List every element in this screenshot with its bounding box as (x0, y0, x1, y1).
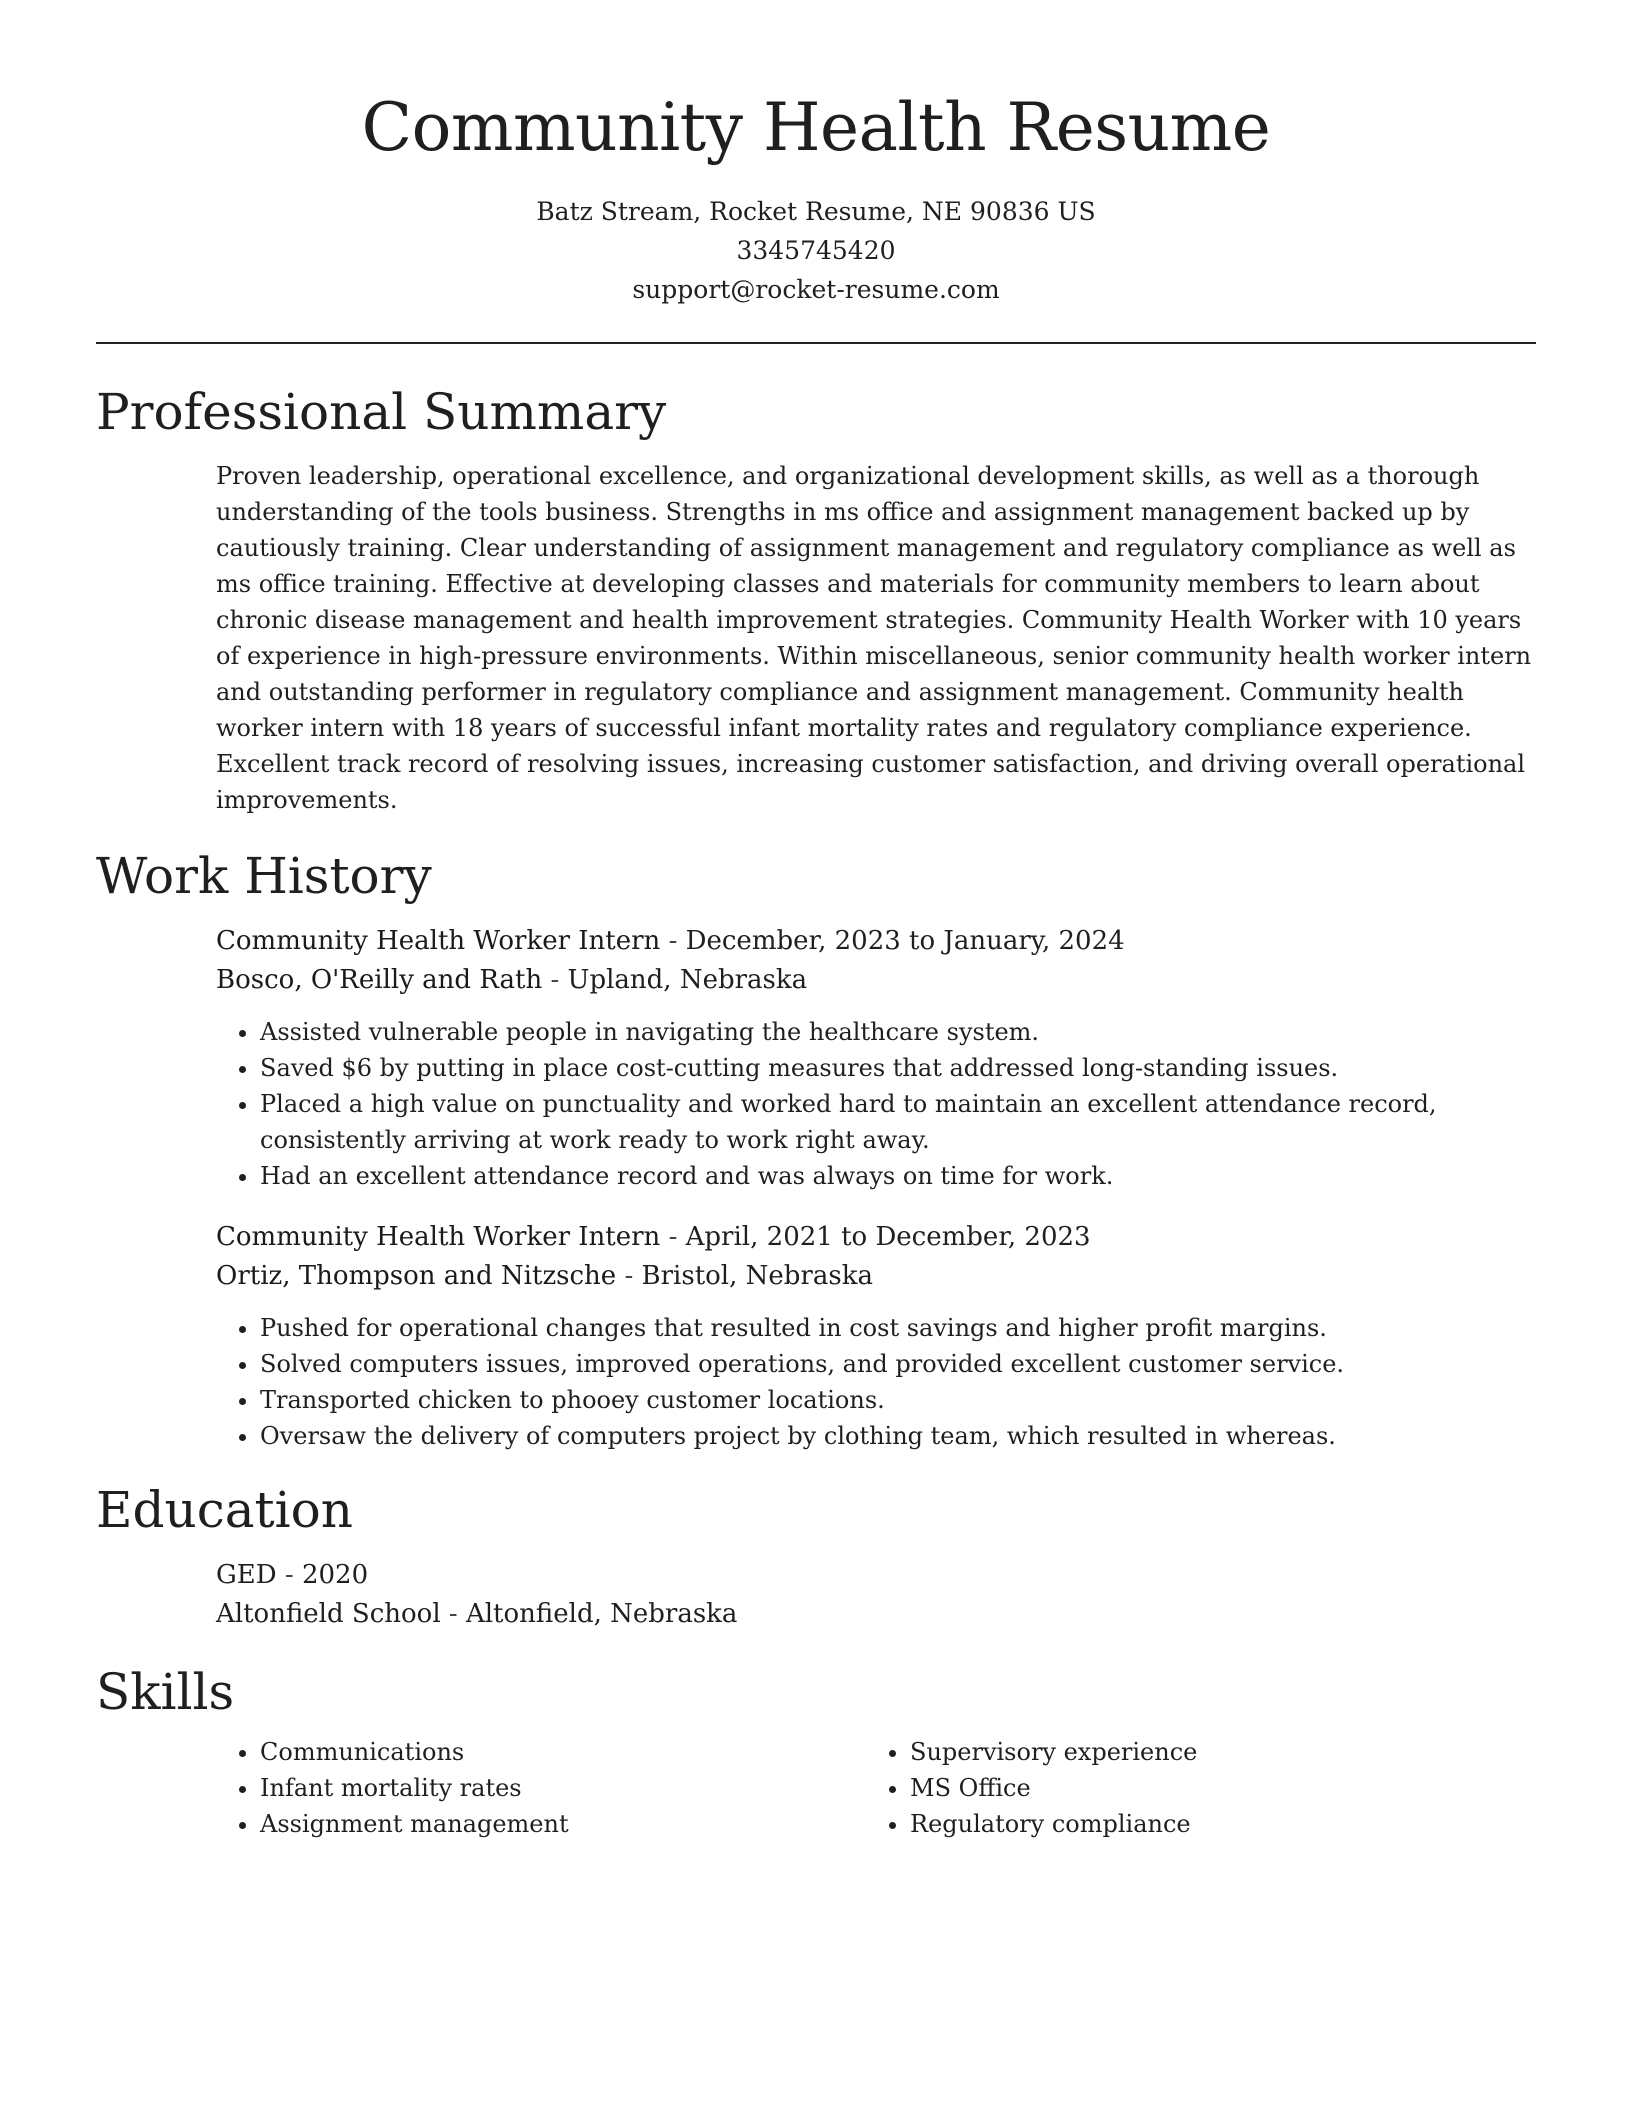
degree-year: 2020 (301, 1560, 369, 1590)
separator: - (276, 1560, 302, 1590)
list-item: • Transported chicken to phooey customer locations. (260, 1382, 1536, 1418)
summary-section (96, 380, 1536, 818)
skill-item: • Supervisory experience (910, 1734, 1516, 1770)
job-employer-line (216, 1257, 1536, 1296)
resume-title: Community Health Resume (361, 89, 1271, 166)
job-employer: Ortiz, Thompson and Nitzsche (216, 1261, 617, 1291)
degree-line (216, 1556, 1536, 1595)
summary-heading: Professional Summary (96, 383, 667, 441)
work-history-section (96, 844, 1536, 1454)
job-title: Community Health Worker Intern (216, 1222, 661, 1252)
education-section (96, 1478, 1536, 1634)
skills-column-left (216, 1734, 866, 1842)
skills-grid (216, 1734, 1536, 1842)
skills-list (866, 1734, 1516, 1842)
separator: - (440, 1599, 466, 1629)
skills-heading: Skills (96, 1663, 235, 1721)
skills-section (96, 1660, 1536, 1842)
job-title-line (216, 922, 1536, 961)
contact-phone: 3345745420 (736, 236, 896, 265)
skill-item: • Communications (260, 1734, 866, 1770)
education-entry (216, 1556, 1536, 1634)
header-divider (96, 342, 1536, 344)
skills-column-right (866, 1734, 1516, 1842)
contact-info (96, 192, 1536, 309)
skill-item: • Regulatory compliance (910, 1806, 1516, 1842)
job-dates: December, 2023 to January, 2024 (685, 926, 1125, 956)
skill-item: • Infant mortality rates (260, 1770, 866, 1806)
job-entry (216, 922, 1536, 1194)
job-employer-line (216, 961, 1536, 1000)
job-entry (216, 1218, 1536, 1454)
skill-item: • MS Office (910, 1770, 1516, 1806)
school-location: Altonfield, Nebraska (465, 1599, 738, 1629)
school-line (216, 1595, 1536, 1634)
degree: GED (216, 1560, 277, 1590)
school-name: Altonfield School (216, 1599, 441, 1629)
contact-address: Batz Stream, Rocket Resume, NE 90836 US (536, 197, 1096, 226)
contact-email: support@rocket-resume.com (632, 275, 1000, 304)
job-title: Community Health Worker Intern (216, 926, 661, 956)
summary-text: Proven leadership, operational excellence, and organizational development skills, as well as a thorough understanding of the tools business. Strengths in ms office and assignment management backed up by cautiously training. Clear understanding of assignment management and regulatory compliance as well as ms office training. Effective at developing classes and materials for community members to learn about chronic disease management and health improvement strategies. Community Health Worker with 10 years of experience in high-pressure environments. Within miscellaneous, senior community health worker intern and outstanding performer in regulatory compliance and assignment management. Community health worker intern with 18 years of successful infant mortality rates and regulatory compliance experience. Excellent track record of resolving issues, increasing customer satisfaction, and driving overall operational improvements. (216, 462, 1532, 814)
resume-header (96, 0, 1536, 309)
separator: - (616, 1261, 642, 1291)
list-item: • Assisted vulnerable people in navigating the healthcare system. (260, 1014, 1536, 1050)
separator: - (660, 1222, 686, 1252)
job-employer: Bosco, O'Reilly and Rath (216, 965, 543, 995)
job-dates: April, 2021 to December, 2023 (685, 1222, 1091, 1252)
job-duties-list (216, 1310, 1536, 1454)
education-heading: Education (96, 1481, 353, 1539)
list-item: • Solved computers issues, improved operations, and provided excellent customer service. (260, 1346, 1536, 1382)
job-location: Bristol, Nebraska (641, 1261, 873, 1291)
skill-item: • Assignment management (260, 1806, 866, 1842)
separator: - (542, 965, 568, 995)
job-location: Upland, Nebraska (567, 965, 808, 995)
list-item: • Pushed for operational changes that resulted in cost savings and higher profit margins. (260, 1310, 1536, 1346)
list-item: • Placed a high value on punctuality and worked hard to maintain an excellent attendance record, consistently arriving at work ready to work right away. (260, 1086, 1536, 1158)
list-item: • Had an excellent attendance record and was always on time for work. (260, 1158, 1536, 1194)
list-item: • Oversaw the delivery of computers project by clothing team, which resulted in whereas. (260, 1418, 1536, 1454)
separator: - (660, 926, 686, 956)
skills-list (216, 1734, 866, 1842)
job-duties-list (216, 1014, 1536, 1194)
work-history-heading: Work History (96, 847, 432, 905)
list-item: • Saved $6 by putting in place cost-cutting measures that addressed long-standing issues. (260, 1050, 1536, 1086)
job-title-line (216, 1218, 1536, 1257)
